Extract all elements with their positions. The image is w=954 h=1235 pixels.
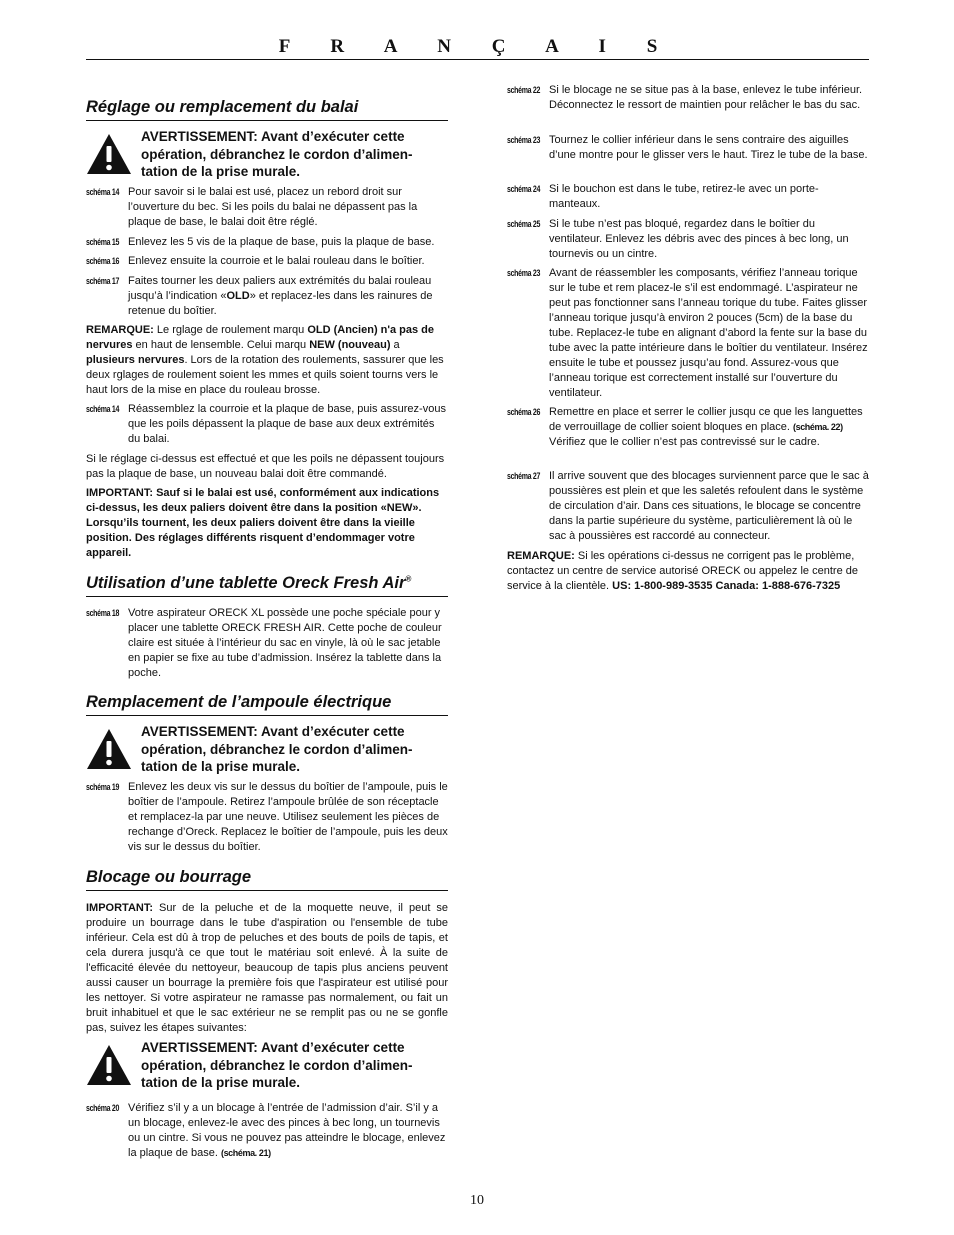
step-schema-20: schéma 20 Vérifiez s’il y a un blocage à l’entrée de l’admission d’air. S’il y a un blocage, enlevez-le avec des pinces à bec long, un tournevis ou un cintre. Si vous ne pouvez pas atteindre le blocage, enlevez la plaque de base. (schéma. 21): [86, 1102, 446, 1159]
step-text: Pour savoir si le balai est usé, placez un rebord droit sur l’ouverture du bec. Si les poils du balai ne dépassent pas la plaque de base, le balai doit être réglé.: [128, 186, 418, 228]
step-text: Enlevez les deux vis sur le dessus du boîtier de l’ampoule, puis le boîtier de l’ampoule. Retirez l’ampoule brûlée de son réceptacle et remplacez-la par une neuve. Utilisez seulement les pièces de rechange d’Oreck. Replacez le boîtier de l’ampoule, puis les deux vis sur le dessus du boîtier.: [128, 781, 448, 853]
warning-block: [86, 128, 448, 184]
warning-text: AVERTISSEMENT: Avant d’exécuter cette opération, débranchez le cordon d’alimen-tation de la prise murale.: [141, 724, 413, 774]
step-schema-22: [507, 83, 869, 113]
important-clog: IMPORTANT: Sur de la peluche et de la moquette neuve, il peut se produire un bourrage dans le tube d'aspiration ou l'ensemble de tube inférieur. Cela est dû à trop de peluches et des bouts de poils de tapis, et cela durera jusqu'à ce que tout le matériau soit enlevé. À la suite de l'efficacité élevée du nettoyeur, beaucoup de tapis plus anciens peuvent aussi causer un bourrage la première fois que l'aspirateur est utilisé pour les nettoyer. Si votre aspirateur ne ramasse pas normalement, ou fait un bruit inhabituel et que le sac extérieur ne se remplit pas ou ne se gonfle pas, suivez les étapes suivantes:: [86, 902, 448, 1034]
section-heading-fresh-air: Utilisation d’une tablette Oreck Fresh Air®: [86, 573, 448, 597]
warning-triangle-icon: [86, 133, 132, 175]
section-heading-bulb: Remplacement de l’ampoule électrique: [86, 692, 448, 716]
step-schema-27: [507, 469, 869, 544]
step-label: schéma 26: [507, 407, 541, 417]
step-text: Tournez le collier inférieur dans le sens contraire des aiguilles d’une montre pour le glisser vers le haut. Tirez le tube de la base.: [549, 134, 868, 161]
step-text: Si le tube n’est pas bloqué, regardez dans le boîtier du ventilateur. Enlevez les débris avec des pinces à bec long, un tournevis ou un cintre.: [549, 218, 849, 260]
step-schema-25: [507, 217, 869, 262]
warning-triangle-icon: [86, 1044, 132, 1086]
step-text: Réassemblez la courroie et la plaque de base, puis assurez-vous que les poils dépassent la plaque de base aux deux extrémités du balai.: [128, 403, 446, 445]
step-schema-19: [86, 780, 448, 855]
remark-contact: REMARQUE: Si les opérations ci-dessus ne corrigent pas le problème, contactez un centre de service autorisé ORECK ou appelez le centre de service à la clientèle. US: 1-800-989-3535 Canada: 1-888-676-7325: [507, 550, 858, 592]
step-text: Si le bouchon est dans le tube, retirez-le avec un porte-manteaux.: [549, 183, 819, 210]
phone-numbers: US: 1-800-989-3535 Canada: 1-888-676-7325: [612, 580, 841, 592]
section-heading-clog: Blocage ou bourrage: [86, 867, 448, 891]
step-text: Votre aspirateur ORECK XL possède une poche spéciale pour y placer une tablette ORECK FRESH AIR. Cette poche de couleur claire est située à l’intérieur du sac en vinyle, là où le sac jetable en papier se fixe au tube d’admission. Insérez la tablette dans la poche.: [128, 607, 442, 679]
step-label: schéma 27: [507, 471, 541, 481]
step-text: Avant de réassembler les composants, vérifiez l’anneau torique sur le tube et rem placez-le s’il est endommagé. L’aspirateur ne peut pas fonctionner sans l’anneau torique du tube. Faites glisser l’anneau torique jusqu’à environ 2 pouces (5cm) de la base du tube. Replacez-le tube en alignant d’abord la fente sur la base du tube avec la patte intérieure dans le boîtier du ventilateur. Insérez ensuite le tube et poussez jusqu’au fond. Assurez-vous que l’anneau torique est correctement installé sur l’ouverture du ventilateur.: [549, 267, 868, 399]
step-label: schéma 22: [507, 85, 541, 95]
step-schema-15: [86, 235, 448, 250]
step-label: schéma 23: [507, 135, 541, 145]
paragraph-new-brush: Si le réglage ci-dessus est effectué et que les poils ne dépassent toujours pas la plaque de base, un nouveau balai doit être commandé.: [86, 453, 445, 480]
step-schema-14-reassemble: [86, 402, 448, 447]
step-schema-26: schéma 26 Remettre en place et serrer le collier jusqu ce que les languettes de verrouillage de collier soient bloques en place. (schéma. 22) Vérifiez que le collier n’est pas contrevissé sur le cadre.: [507, 406, 863, 448]
remark-bearing: REMARQUE: Le rglage de roulement marqu OLD (Ancien) n'a pas de nervures en haut de lensemble. Celui marqu NEW (nouveau) a plusieurs nervures. Lors de la rotation des roulements, sassurer que les deux rglages de roulement soient les mmes et quils soient tourns vers le haut lors de la mise en place du rouleau brosse.: [86, 324, 444, 396]
warning-triangle-icon: [86, 728, 132, 770]
step-schema-17: schéma 17 Faites tourner les deux paliers aux extrémités du balai rouleau jusqu’à l’indication «OLD» et replacez-les dans les rainures de retenue du boîtier.: [86, 275, 433, 317]
step-label: schéma 15: [86, 237, 120, 247]
step-schema-16: [86, 254, 448, 269]
page-number: 10: [470, 1193, 484, 1208]
warning-text: AVERTISSEMENT: Avant d’exécuter cette opération, débranchez le cordon d’alimen-tation de la prise murale.: [141, 129, 413, 179]
step-label: schéma 16: [86, 256, 120, 266]
step-label: schéma 25: [507, 219, 541, 229]
step-label: schéma 23: [507, 268, 541, 278]
warning-block: [86, 1039, 448, 1095]
warning-text: AVERTISSEMENT: Avant d’exécuter cette opération, débranchez le cordon d’alimen-tation de la prise murale.: [141, 1040, 413, 1090]
step-label: schéma 20: [86, 1103, 120, 1113]
step-label: schéma 24: [507, 184, 541, 194]
header-rule: [86, 59, 869, 60]
step-label: schéma 17: [86, 276, 120, 286]
page-header-title: F R A N Ç A I S: [278, 36, 676, 57]
step-schema-24: [507, 182, 869, 212]
step-text: Si le blocage ne se situe pas à la base, enlevez le tube inférieur. Déconnectez le ressort de maintien pour relâcher le bas du sac.: [549, 84, 863, 111]
step-text: Enlevez les 5 vis de la plaque de base, puis la plaque de base.: [128, 236, 435, 248]
step-schema-14: [86, 185, 448, 230]
step-text: Il arrive souvent que des blocages surviennent parce que le sac à poussières est plein et que les saletés refoulent dans le système de circulation d’air. Dans ces situations, le blocage se concentre dans la partie supérieure du système, particulièrement là où le sac à poussières est raccordé au connecteur.: [549, 470, 869, 542]
step-label: schéma 14: [86, 187, 120, 197]
step-label: schéma 18: [86, 608, 120, 618]
step-label: schéma 14: [86, 404, 120, 414]
step-label: schéma 19: [86, 782, 120, 792]
important-note: IMPORTANT: Sauf si le balai est usé, conformément aux indications ci-dessus, les deux paliers doivent être dans la position «NEW». Lorsqu’ils tournent, les deux paliers doivent être dans la vieille position. Des réglages différents risquent d’endommager votre appareil.: [86, 487, 440, 559]
step-schema-23: [507, 133, 869, 163]
step-text: Enlevez ensuite la courroie et le balai rouleau dans le boîtier.: [128, 255, 425, 267]
step-schema-18: [86, 606, 448, 681]
step-schema-23-reassemble: [507, 266, 869, 401]
warning-block: [86, 723, 448, 779]
section-heading-brush: Réglage ou remplacement du balai: [86, 97, 448, 121]
